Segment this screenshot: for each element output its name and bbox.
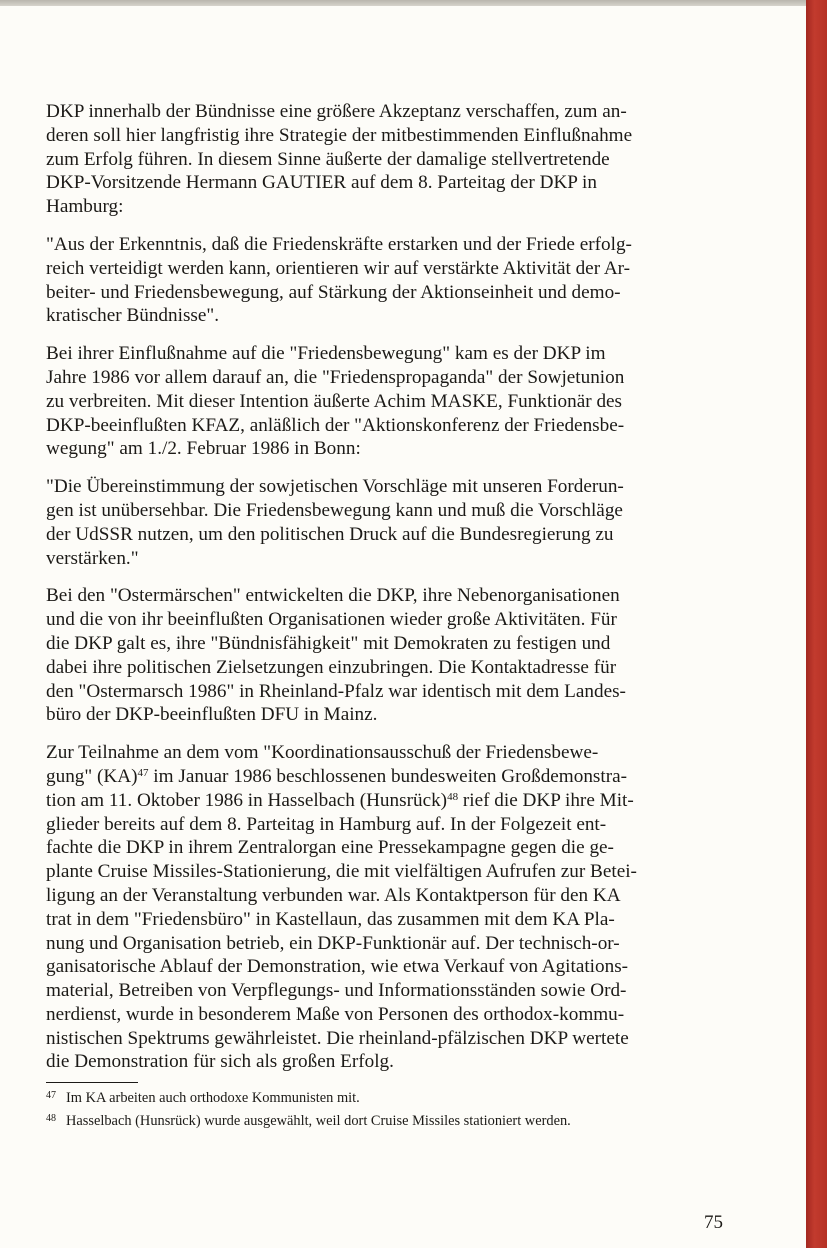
paragraph-demonstration-part-a: Zur Teilnahme an dem vom "Koordinationsausschuß der Friedensbewe- gung" (KA) xyxy=(46,742,599,787)
paragraph-demonstration-part-c: rief die DKP ihre Mit- glieder bereits auf dem 8. Parteitag in Hamburg auf. In der Folgezeit ent- fachte die DKP in ihrem Zentralorgan eine Pressekampagne gegen die ge- plante Cruise Missiles-Stationierung, die mit vielfältigen Aufrufen zur Betei- ligung an der Veranstaltung verbunden war. Als Kontaktperson für den KA trat in dem "Friedensbüro" in Kastellaun, das zusammen mit dem KA Pla- nung und Organisation betrieb, ein DKP-Funktionär auf. Der technisch-or- ganisatorische Ablauf der Demonstration, wie etwa Verkauf von Agitations- material, Betreiben von Verpflegungs- und Informationsständen sowie Ord- nerdienst, wurde in besonderem Maße von Personen des orthodox-kommu- nistischen Spektrums gewährleistet. Die rheinland-pfälzischen DKP wertete die Demonstration für sich als großen Erfolg. xyxy=(46,789,637,1073)
paragraph-2: Bei ihrer Einflußnahme auf die "Friedensbewegung" kam es der DKP im Jahre 1986 vor allem darauf an, die "Friedenspropaganda" der Sowjetunion zu verbreiten. Mit dieser Intention äußerte Achim MASKE, Funktionär des DKP-beeinflußten KFAZ, anläßlich der "Aktionskonferenz der Friedensbe- wegung" am 1./2. Februar 1986 in Bonn: xyxy=(46,343,625,460)
paragraph-demonstration-part-b: im Januar 1986 beschlossenen bundesweiten Großdemonstra- tion am 11. Oktober 1986 in Hasselbach (Hunsrück) xyxy=(46,765,628,811)
footnote-text: Im KA arbeiten auch orthodoxe Kommunisten mit. xyxy=(66,1090,360,1107)
quote-maske: "Die Übereinstimmung der sowjetischen Vorschläge mit unseren Forderun- gen ist unübersehbar. Die Friedensbewegung kann und muß die Vorschläge der UdSSR nutzen, um den politischen Druck auf die Bundesregierung zu verstärken." xyxy=(46,476,624,569)
paragraph-ostermaersche: Bei den "Ostermärschen" entwickelten die DKP, ihre Nebenorganisationen und die von ihr beeinflußten Organisationen wieder große Aktivitäten. Für die DKP galt es, ihre "Bündnisfähigkeit" mit Demokraten zu festigen und dabei ihre politischen Zielsetzungen einzubringen. Die Kontaktadresse für den "Ostermarsch 1986" in Rheinland-Pfalz war identisch mit dem Landes- büro der DKP-beeinflußten DFU in Mainz. xyxy=(46,585,626,726)
paragraph-demonstration xyxy=(46,741,726,1074)
page-number: 75 xyxy=(704,1212,723,1233)
footnote-ref-47: 47 xyxy=(137,766,149,779)
footnote-text: Hasselbach (Hunsrück) wurde ausgewählt, weil dort Cruise Missiles stationiert werden. xyxy=(66,1113,571,1130)
footnote-47: 47 Im KA arbeiten auch orthodoxe Kommunisten mit. xyxy=(46,1089,360,1107)
page-top-edge xyxy=(0,0,806,6)
footnote-48: 48 Hasselbach (Hunsrück) wurde ausgewählt, weil dort Cruise Missiles stationiert werden. xyxy=(46,1112,571,1130)
page-body xyxy=(46,100,726,1135)
footnote-rule xyxy=(46,1082,138,1083)
quote-gautier: "Aus der Erkenntnis, daß die Friedenskräfte erstarken und der Friede erfolg- reich verteidigt werden kann, orientieren wir auf verstärkte Aktivität der Ar- beiter- und Friedensbewegung, auf Stärkung der Aktionseinheit und demo- kratischer Bündnisse". xyxy=(46,233,632,327)
footnote-ref-48: 48 xyxy=(447,790,459,803)
paragraph-1: DKP innerhalb der Bündnisse eine größere Akzeptanz verschaffen, zum an- deren soll hier langfristig ihre Strategie der mitbestimmenden Einflußnahme zum Erfolg führen. In diesem Sinne äußerte der damalige stellvertretende DKP-Vorsitzende Hermann GAUTIER auf dem 8. Parteitag der DKP in Hamburg: xyxy=(46,101,633,218)
book-spine-edge xyxy=(806,0,827,1248)
